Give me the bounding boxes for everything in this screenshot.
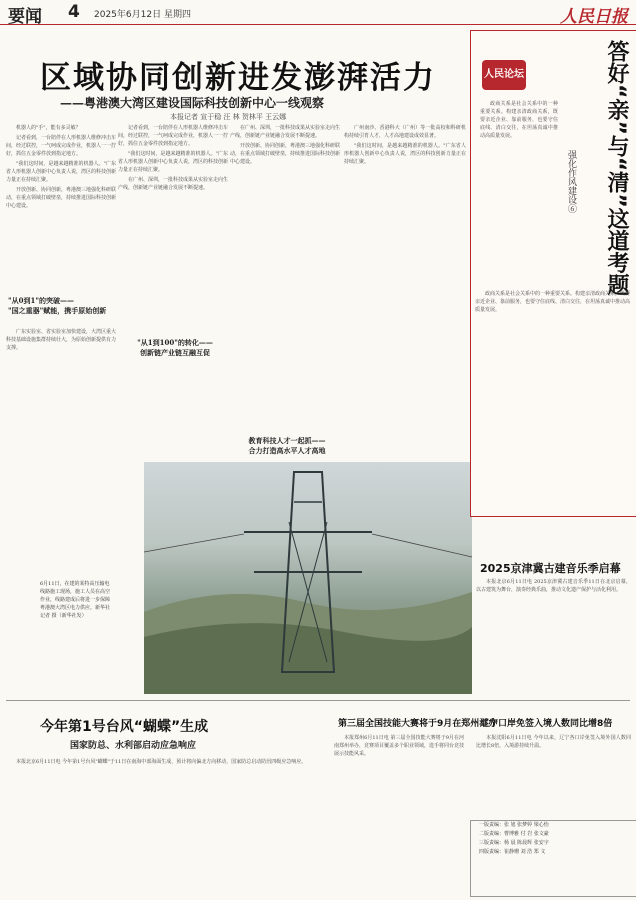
subhead-1-title: "国之重器"赋能，携手原始创新 (8, 306, 107, 315)
subhead-2-kicker: "从1到100"的转化—— (137, 338, 213, 347)
news-photo (144, 462, 472, 694)
story4-title: 第三届全国技能大赛将于9月在郑州举办 (338, 719, 498, 729)
story5-paragraph: 本报沈阳6月11日电 今年以来，辽宁各口岸免签入境外国人数同比增长8倍，入境游持续升温。 (476, 735, 631, 749)
story4-paragraph: 本报郑州6月11日电 第三届全国技能大赛将于9月在河南郑州举办，竞赛项目覆盖多个职业领域，选手将同台竞技展示技能风采。 (334, 735, 464, 757)
editor-line: 二版责编：曹博雅 付 岩 张文豪 (479, 831, 549, 837)
story3-paragraph: 本报北京6月11日电 今年第1号台风"蝴蝶"于11日在南海中部海面生成，预计将向偏北方向移动，国家防总启动防汛四级应急响应。 (16, 759, 307, 765)
main-headline: 区域协同创新进发澎湃活力 (40, 60, 436, 96)
column-author: 强化作风建设⑥ (566, 150, 576, 213)
column-paragraph: 政商关系是社会关系中的一种重要关系。构建亲清政商关系，既要亲近企业、靠前服务，也要守住底线、清白交往，在坦荡真诚中推动高质量发展。 (475, 291, 630, 313)
column-series-logo: 人民论坛 (482, 60, 526, 90)
story3-body (6, 758, 326, 893)
editor-line: 四版责编：崔静珊 刘 浩 郑 文 (479, 849, 546, 855)
column-headline: 答好“亲”与“清”这道考题 (604, 40, 629, 296)
power-tower-illustration (144, 462, 472, 694)
main-body-col1b (6, 328, 116, 468)
story3-subtitle: 国家防总、水利部启动应急响应 (70, 741, 197, 751)
story2-paragraph: 本报北京6月11日电 2025京津冀古建音乐季11日在北京启幕，以古建筑为舞台，演奏经典乐曲，推动文化遗产保护与活化利用。 (476, 579, 631, 593)
story4-body (334, 734, 464, 894)
body-paragraph: 开放创新、协同创新，粤港澳三地强化科研联动，在重点领域打破壁垒，持续推进国际科技创新中心建设。 (230, 143, 340, 165)
main-body-col2 (118, 124, 228, 464)
body-paragraph: 记者看到，一台陪伴在人形机器人维修冲击车间，经过联控，一气呵成完成作业，机器人一一拧好，抓住五金零件放到指定地方。 (118, 125, 228, 147)
subhead-3-title: 合力打造高水平人才高地 (248, 446, 326, 455)
main-body-col3 (230, 124, 340, 414)
lead-paragraph: 机器人的"手"，能有多灵敏？ (16, 125, 81, 131)
story2-body (476, 578, 631, 698)
photo-caption: 6月11日，在建的某特高压输电线路施工现场，施工人员在高空作业，线路建成后将进一步保障粤港澳大湾区电力供应。新华社记者 摄（新华社发） (40, 581, 111, 619)
main-body-col4 (344, 124, 466, 454)
body-paragraph: "我们这时间，是越来越精准的机器人。"广东省人形机器人创新中心负责人说，湾区的科技创新力量正在持续汇聚。 (344, 143, 466, 165)
body-paragraph: "我们这时间，是越来越精准的机器人。"广东省人形机器人创新中心负责人说，湾区的科技创新力量正在持续汇聚。 (118, 151, 228, 173)
section-divider (6, 700, 630, 701)
column-body-bottom (475, 290, 630, 510)
newspaper-logo: 人民日报 (560, 7, 628, 27)
editor-line: 一版责编：张 旭 张梦婷 梁心怡 (479, 822, 549, 828)
subhead-2 (120, 338, 230, 358)
body-paragraph: 记者看到，一台陪伴在人形机器人维修冲击车间，经过联控，一气呵成完成作业，机器人一一拧好，抓住五金零件放到指定地方。 (6, 135, 116, 157)
column-paragraph: 政商关系是社会关系中的一种重要关系。构建亲清政商关系，既要亲近企业、靠前服务，也要守住底线、清白交往，在坦荡真诚中推动高质量发展。 (480, 101, 558, 139)
main-subhead: ——粤港澳大湾区建设国际科技创新中心一线观察 (60, 96, 325, 110)
subhead-2-title: 创新链产业链互融互促 (140, 348, 210, 357)
subhead-3-kicker: 教育科技人才一起抓—— (248, 436, 326, 445)
body-paragraph: 开放创新、协同创新，粤港澳三地强化科研联动，在重点领域打破壁垒，持续推进国际科技创新中心建设。 (6, 187, 116, 209)
story2-title: 2025京津冀古建音乐季启幕 (480, 562, 621, 575)
subhead-1-kicker: "从0到1"的突破—— (8, 296, 75, 305)
body-paragraph: 广州南沙、香港科大（广州）等一批高校和科研机构持续引育人才，人才高地建设成效显著。 (344, 125, 466, 139)
body-paragraph: "我们这时间，是越来越精准的机器人。"广东省人形机器人创新中心负责人说，湾区的科技创新力量正在持续汇聚。 (6, 161, 116, 183)
section-name: 要闻 (8, 7, 42, 27)
page-number: 4 (68, 2, 80, 22)
main-body-col1 (6, 124, 116, 294)
column-body-top (480, 100, 558, 280)
editor-line: 三版责编：杨 晨 陈晨辉 张安宇 (479, 840, 549, 846)
main-byline: 本报记者 宣于稳 汪 林 贺林平 王云娜 (170, 113, 287, 121)
subhead-1 (8, 296, 113, 316)
story3-title: 今年第1号台风“蝴蝶”生成 (40, 719, 209, 735)
date-line: 2025年6月12日 星期四 (94, 10, 191, 20)
body-paragraph: 在广州、深圳，一批科技成果从实验室走向生产线，创新链产业链融合发展不断提速。 (230, 125, 340, 139)
editors-credit-box (470, 820, 636, 897)
story5-title: 辽宁口岸免签入境人数同比增8倍 (480, 719, 613, 729)
body-paragraph: 广东实验室、省实验室加快建设，大湾区重大科技基础设施集群持续壮大，为原始创新提供有力支撑。 (6, 329, 116, 351)
body-paragraph: 在广州、深圳，一批科技成果从实验室走向生产线，创新链产业链融合发展不断提速。 (118, 177, 228, 191)
story5-body (476, 734, 631, 814)
subhead-3 (232, 436, 342, 456)
